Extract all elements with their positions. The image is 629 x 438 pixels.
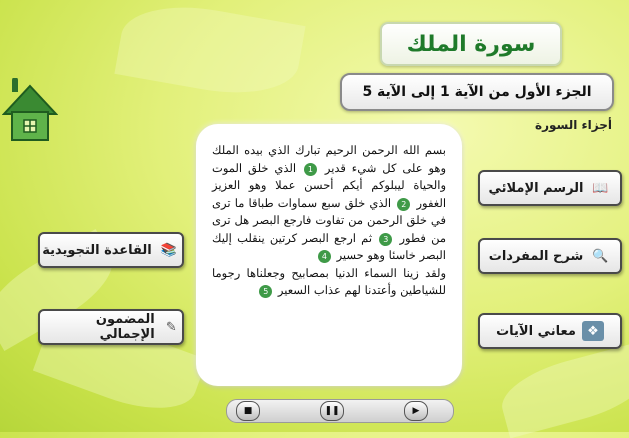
play-button[interactable] bbox=[404, 401, 428, 421]
ayah-number-marker: 2 bbox=[397, 198, 410, 211]
verse-text: ولقد زينا السماء الدنيا بمصابيح وجعلناها رجوما للشياطين وأعتدنا لهم عذاب السعير bbox=[212, 265, 446, 297]
tajweed-rule-button[interactable] bbox=[38, 232, 184, 268]
reader-icon: 📚 bbox=[160, 242, 177, 258]
verse-meanings-label: معاني الآيات bbox=[496, 323, 576, 339]
pause-icon: ❚❚ bbox=[324, 406, 340, 416]
quran-text-panel bbox=[196, 124, 462, 386]
vocabulary-explanation-label: شرح المفردات bbox=[488, 248, 584, 264]
ayah-number-marker: 5 bbox=[259, 285, 272, 298]
spelling-script-button[interactable] bbox=[478, 170, 622, 206]
part-range-label: الجزء الأول من الآية 1 إلى الآية 5 bbox=[340, 73, 614, 111]
verse-meanings-button[interactable] bbox=[478, 313, 622, 349]
magnifier-icon: 🔍 bbox=[592, 248, 609, 264]
quran-icon: ❖ bbox=[582, 321, 604, 341]
ayah-number-marker: 3 bbox=[379, 233, 392, 246]
vocabulary-explanation-button[interactable] bbox=[478, 238, 622, 274]
surah-title: سورة الملك bbox=[380, 22, 562, 66]
verse-text: تبارك الذي بيده الملك وهو على كل شيء قدير bbox=[212, 143, 447, 175]
overall-content-button[interactable] bbox=[38, 309, 184, 345]
stop-icon: ■ bbox=[243, 406, 253, 416]
background-leaf-decoration bbox=[495, 342, 629, 438]
stop-button[interactable] bbox=[236, 401, 260, 421]
verse-text: الذي خلق سبع سماوات طباقا ما ترى في خلق الرحمن من تفاوت فارجع البصر هل ترى من فطور bbox=[212, 195, 447, 245]
play-icon: ▶ bbox=[412, 406, 420, 416]
verse-text: ثم ارجع البصر كرتين ينقلب إليك البصر خاسئا وهو حسير bbox=[212, 230, 446, 262]
overall-content-label: المضمون الإجمالي bbox=[95, 312, 155, 342]
basmala: بسم الله الرحمن الرحيم bbox=[325, 143, 446, 157]
pause-button[interactable] bbox=[320, 401, 344, 421]
ayah-number-marker: 4 bbox=[318, 250, 331, 263]
ayah-number-marker: 1 bbox=[304, 163, 317, 176]
quran-verses bbox=[212, 142, 446, 368]
background-leaf-decoration bbox=[114, 0, 305, 105]
book-icon: 📖 bbox=[592, 180, 609, 196]
home-icon[interactable] bbox=[2, 78, 58, 150]
spelling-script-label: الرسم الإملائي bbox=[488, 180, 584, 196]
verse-text: الذي خلق الموت والحياة ليبلوكم أيكم أحسن عملا وهو العزيز الغفور bbox=[212, 160, 447, 210]
pen-icon: ✎ bbox=[165, 319, 177, 335]
tajweed-rule-label: القاعدة التجويدية bbox=[42, 242, 152, 258]
surah-parts-heading: أجزاء السورة bbox=[535, 118, 612, 132]
